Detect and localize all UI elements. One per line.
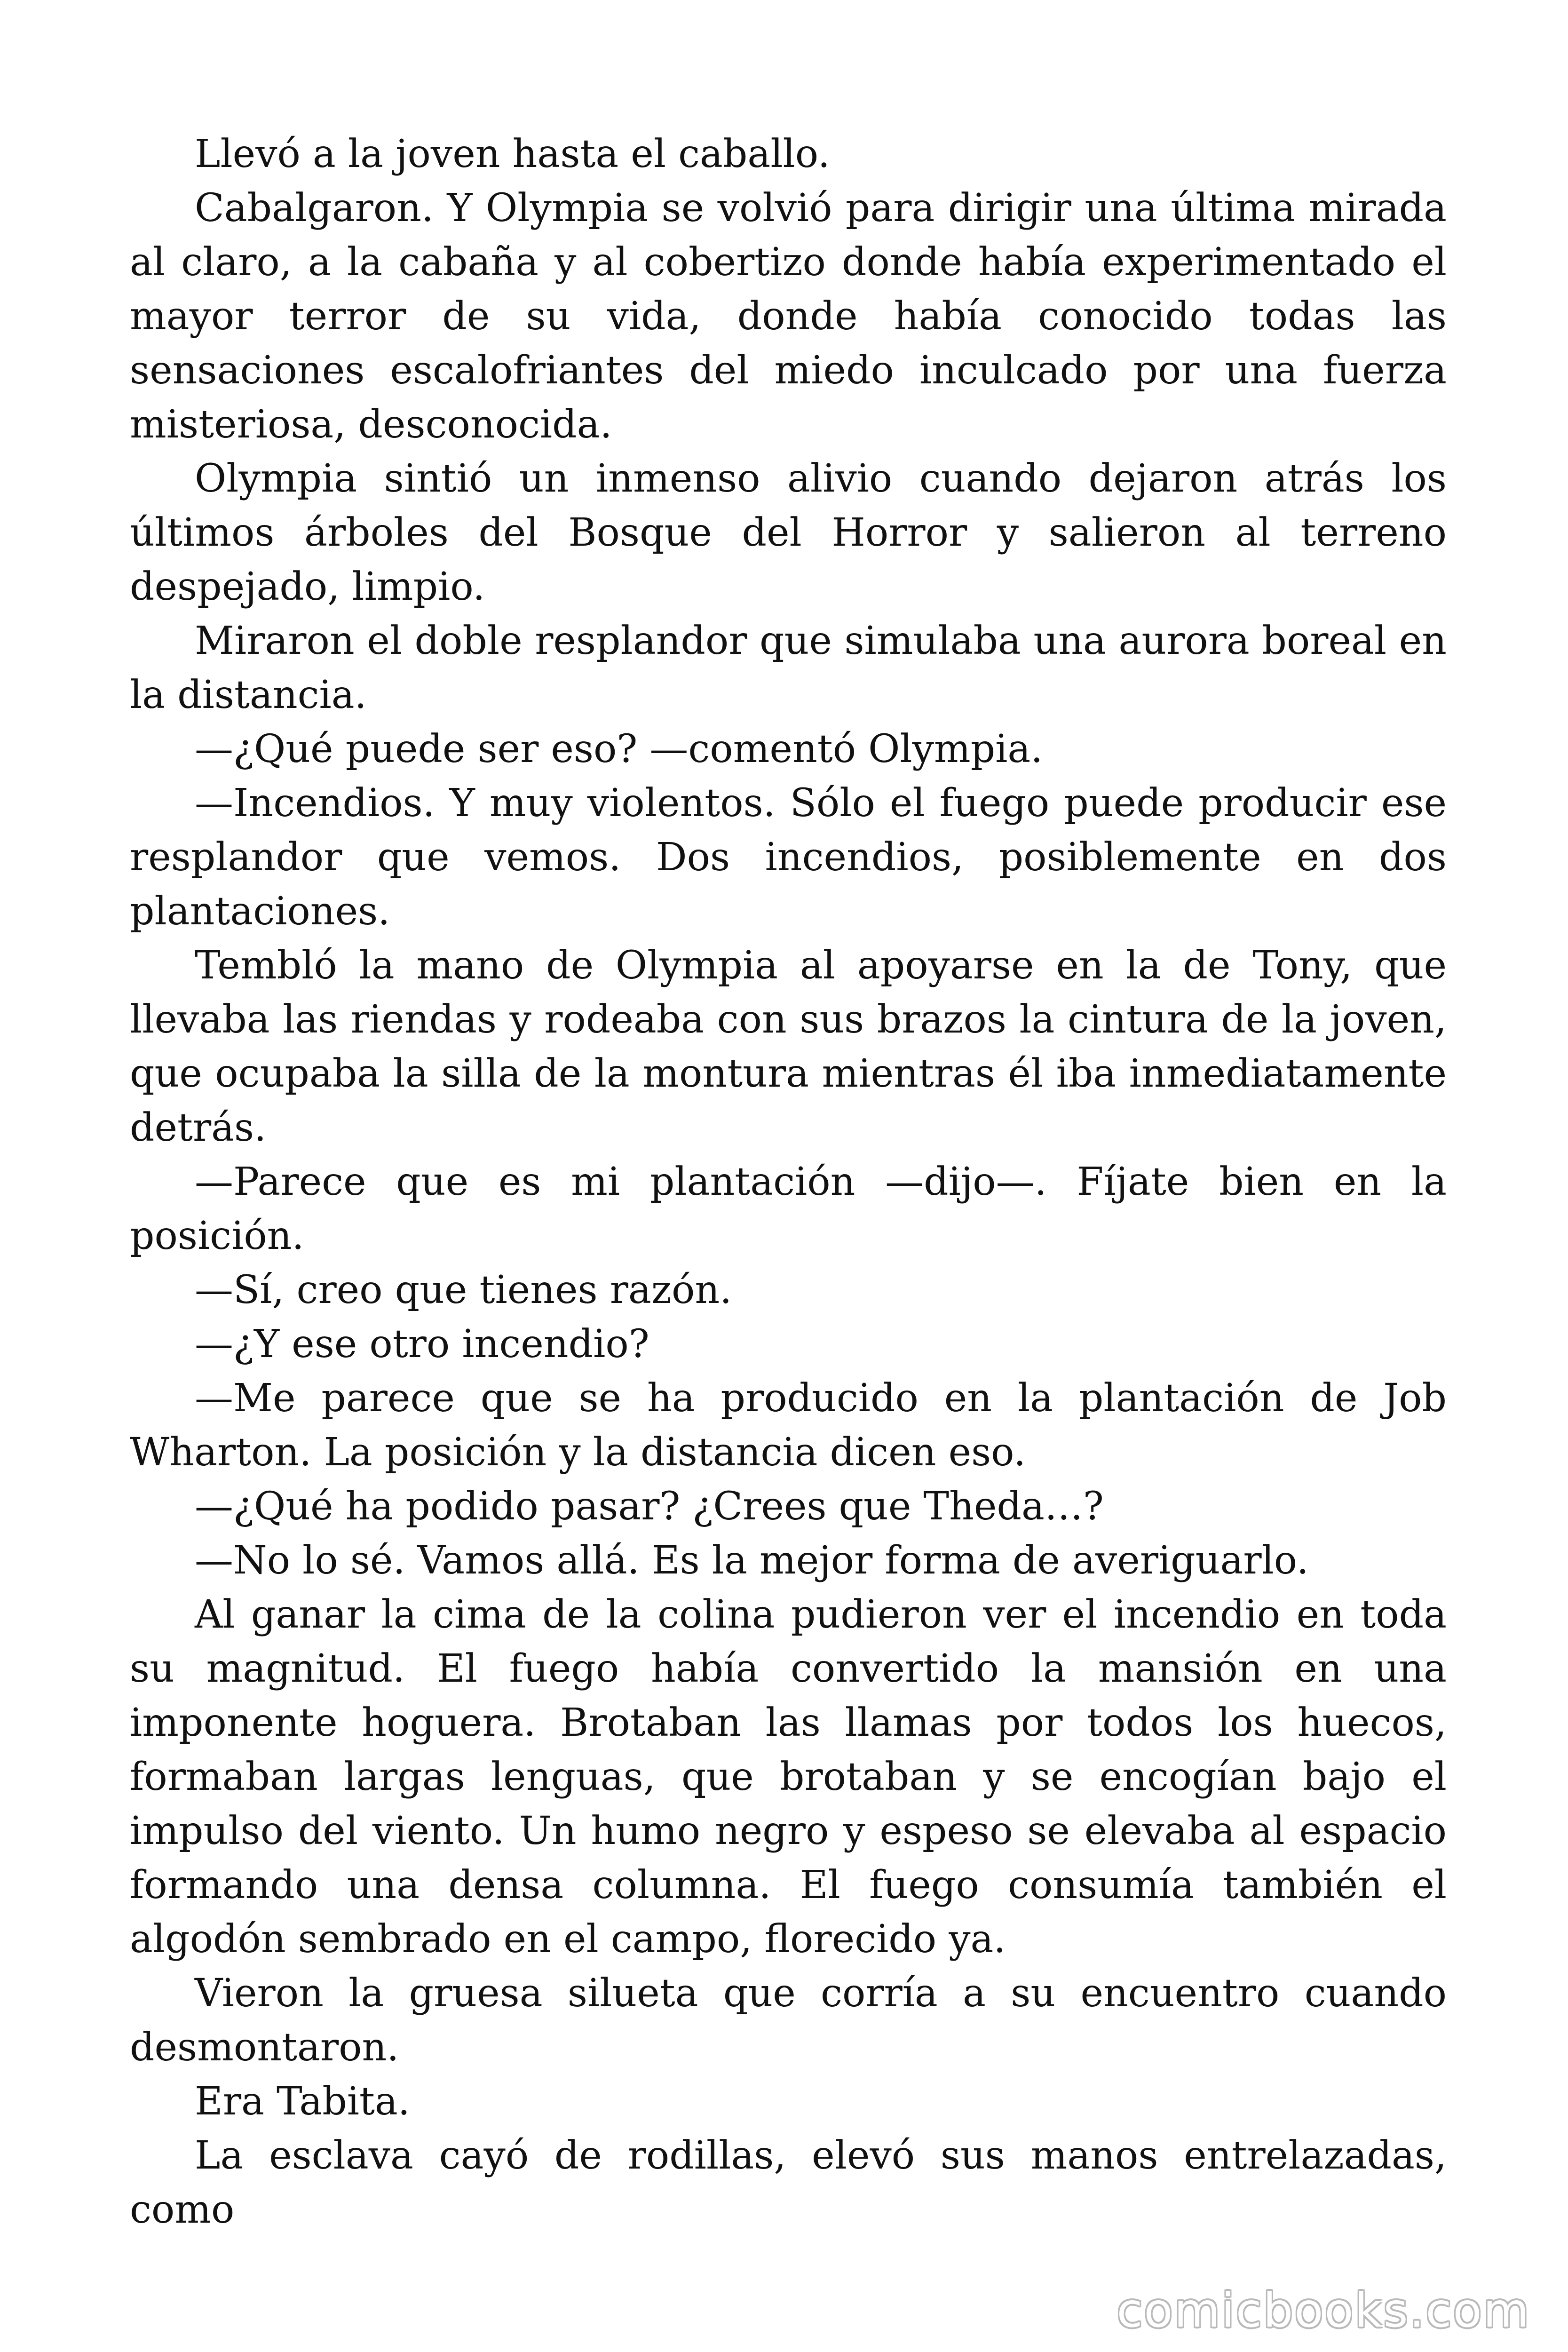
paragraph: —¿Y ese otro incendio? [195, 1322, 649, 1367]
paragraph: La esclava cayó de rodillas, elevó sus manos entrelazadas, como [130, 2133, 1447, 2232]
paragraph: Vieron la gruesa silueta que corría a su encuentro cuando desmontaron. [130, 1971, 1447, 2070]
paragraph: —Parece que es mi plantación —dijo—. Fíjate bien en la posición. [130, 1160, 1447, 1258]
watermark: comicbooks.com [1117, 2283, 1530, 2338]
paragraph: —¿Qué ha podido pasar? ¿Crees que Theda…? [195, 1484, 1104, 1529]
paragraph: —¿Qué puede ser eso? —comentó Olympia. [195, 727, 1043, 771]
paragraph: —Sí, creo que tienes razón. [195, 1268, 732, 1312]
paragraph: Miraron el doble resplandor que simulaba una aurora boreal en la distancia. [130, 619, 1447, 717]
paragraph: Llevó a la joven hasta el caballo. [195, 132, 830, 176]
paragraph: —Me parece que se ha producido en la plantación de Job Wharton. La posición y la distancia dicen eso. [130, 1376, 1447, 1475]
paragraph: Olympia sintió un inmenso alivio cuando dejaron atrás los últimos árboles del Bosque del Horror y salieron al terreno despejado, limpio. [130, 456, 1447, 609]
paragraph: Cabalgaron. Y Olympia se volvió para dirigir una última mirada al claro, a la cabaña y al cobertizo donde había experimentado el mayor terror de su vida, donde había conocido todas las sensaciones escalofriantes del miedo inculcado por una fuerza misteriosa, desconocida. [130, 186, 1447, 447]
paragraph: —No lo sé. Vamos allá. Es la mejor forma de averiguarlo. [195, 1538, 1309, 1583]
paragraph: Tembló la mano de Olympia al apoyarse en la de Tony, que llevaba las riendas y rodeaba con sus brazos la cintura de la joven, que ocupaba la silla de la montura mientras él iba inmediatamente detrás. [130, 943, 1447, 1150]
paragraph: —Incendios. Y muy violentos. Sólo el fuego puede producir ese resplandor que vemos. Dos incendios, posiblemente en dos plantaciones. [130, 781, 1447, 934]
paragraph: Al ganar la cima de la colina pudieron ver el incendio en toda su magnitud. El fuego había convertido la mansión en una imponente hoguera. Brotaban las llamas por todos los huecos, formaban largas lenguas, que brotaban y se encogían bajo el impulso del viento. Un humo negro y espeso se elevaba al espacio formando una densa columna. El fuego consumía también el algodón sembrado en el campo, florecido ya. [130, 1592, 1447, 1962]
paragraph: Era Tabita. [195, 2079, 410, 2124]
page-body [130, 127, 1447, 2237]
